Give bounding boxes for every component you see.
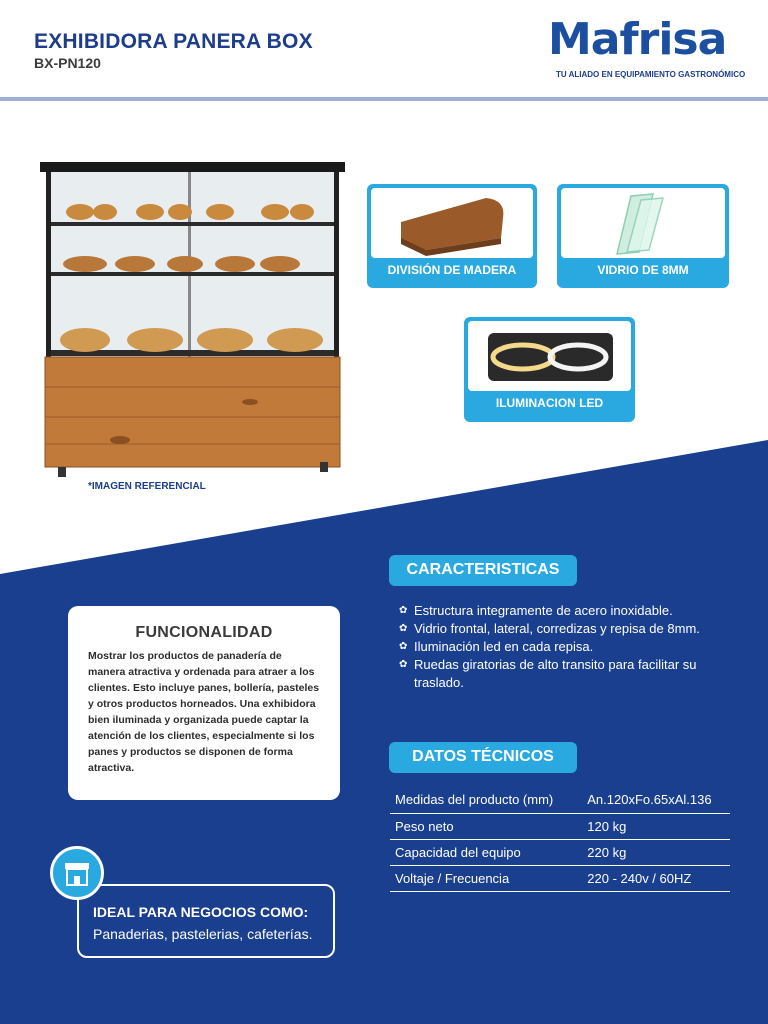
feature-image	[371, 188, 533, 258]
feature-image	[468, 321, 631, 391]
table-row	[390, 787, 730, 813]
spec-value: 120 kg	[575, 813, 730, 839]
list-item: ✿ Estructura integramente de acero inoxidable.	[399, 603, 673, 618]
brand-logo	[548, 14, 748, 84]
page-title: EXHIBIDORA PANERA BOX	[34, 30, 313, 53]
spec-label: Peso neto	[390, 813, 575, 839]
list-item: ✿ Ruedas giratorias de alto transito para facilitar su traslado.	[399, 657, 697, 690]
glass-panel-icon	[561, 188, 725, 258]
spec-value: 220 kg	[575, 839, 730, 865]
brand-name: Mafrisa	[548, 14, 727, 65]
gear-icon: ✿	[399, 641, 408, 652]
reference-note: *IMAGEN REFERENCIAL	[88, 481, 206, 492]
funcionalidad-title: FUNCIONALIDAD	[135, 624, 273, 641]
shop-icon	[50, 846, 104, 900]
spec-label: Medidas del producto (mm)	[390, 787, 575, 813]
section-heading-caracteristicas: CARACTERISTICAS	[389, 555, 577, 586]
section-heading-datos-tecnicos: DATOS TÉCNICOS	[389, 742, 577, 773]
product-image	[40, 162, 345, 480]
model-code: BX-PN120	[34, 55, 101, 71]
table-row	[390, 839, 730, 865]
caracteristicas-list	[399, 602, 729, 692]
brand-tagline: TU ALIADO EN EQUIPAMIENTO GASTRONÓMICO	[556, 70, 746, 79]
spec-value: An.120xFo.65xAl.136	[575, 787, 730, 813]
feature-card-wood-divider	[367, 184, 537, 288]
ideal-business-box	[77, 884, 335, 958]
feature-card-glass	[557, 184, 729, 288]
gear-icon: ✿	[399, 623, 408, 634]
spec-label: Capacidad del equipo	[390, 839, 575, 865]
ideal-title: IDEAL PARA NEGOCIOS COMO:	[93, 904, 309, 920]
spec-value: 220 - 240v / 60HZ	[575, 865, 730, 891]
feature-label: DIVISIÓN DE MADERA	[387, 263, 517, 277]
funcionalidad-text: Mostrar los productos de panadería de manera atractiva y ordenada para atraer a los clientes. Esto incluye panes, bollería, pasteles y otros productos horneados. Una exhibidora bien iluminada y organizada puede captar la atención de los clientes, especialmente si los panes y productos se disponen de forma atractiva.	[88, 650, 320, 774]
spec-label: Voltaje / Frecuencia	[390, 865, 575, 891]
led-strip-icon	[468, 321, 631, 391]
feature-card-led	[464, 317, 635, 422]
storefront-icon	[53, 849, 101, 897]
gear-icon: ✿	[399, 605, 408, 616]
feature-label: VIDRIO DE 8MM	[597, 263, 689, 277]
funcionalidad-card	[68, 606, 340, 800]
feature-image	[561, 188, 725, 258]
list-item: ✿ Iluminación led en cada repisa.	[399, 639, 594, 654]
table-row	[390, 865, 730, 891]
table-row	[390, 813, 730, 839]
list-item: ✿ Vidrio frontal, lateral, corredizas y repisa de 8mm.	[399, 621, 700, 636]
feature-label: ILUMINACION LED	[495, 396, 604, 410]
ideal-value: Panaderias, pastelerias, cafeterías.	[93, 926, 313, 942]
header-divider	[0, 97, 768, 101]
gear-icon: ✿	[399, 659, 408, 670]
specs-table	[390, 787, 730, 892]
wood-divider-icon	[371, 188, 533, 258]
